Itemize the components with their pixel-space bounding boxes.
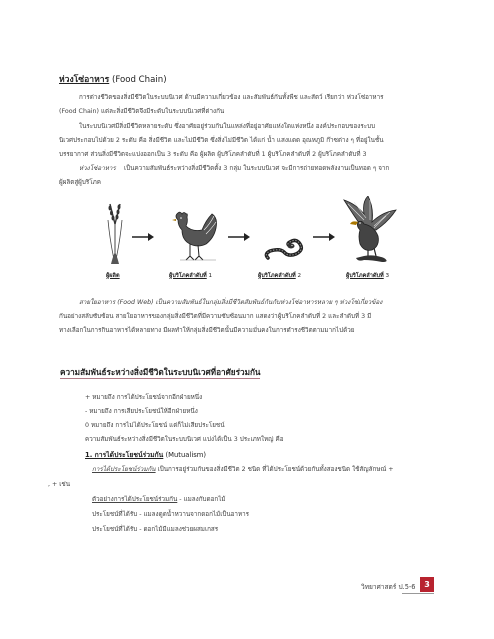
para3-line1 bbox=[79, 165, 116, 173]
mutualism-definition bbox=[92, 466, 394, 474]
example-value: - แมลงกับดอกไม้ bbox=[177, 496, 226, 503]
heading-en: (Food Chain) bbox=[109, 75, 167, 85]
mutualism-definition-cont: , + เช่น bbox=[48, 481, 71, 488]
caption-consumer-3 bbox=[346, 272, 389, 280]
mutualism-heading bbox=[85, 451, 206, 459]
arrow-right-icon bbox=[131, 232, 155, 242]
symbol-zero: 0 หมายถึง การไม่ได้ประโยชน์ แต่ก็ไม่เสียประโยชน์ bbox=[85, 422, 225, 429]
mutualism-term: การได้ประโยชน์ร่วมกัน bbox=[92, 466, 156, 473]
heading-underline bbox=[60, 378, 260, 379]
caption-consumer-2 bbox=[258, 272, 301, 280]
heading-food-chain bbox=[59, 72, 167, 86]
caption-consumer-3-label: ผู้บริโภคลำดับที่ bbox=[346, 273, 384, 279]
para3-line1-text: เป็นความสัมพันธ์ระหว่างสิ่งมีชีวิตตั้ง 3 กลุ่ม ในระบบนิเวศ จะมีการถ่ายทอดพลังงานเป็นทอด ๆ จาก bbox=[124, 165, 390, 172]
example-benefit-1: ประโยชน์ที่ได้รับ - แมลงดูดน้ำหวานจากดอกไม้เป็นอาหาร bbox=[92, 511, 250, 518]
footer-label bbox=[361, 581, 416, 592]
symbol-plus: + หมายถึง การได้ประโยชน์จากอีกฝ่ายหนึ่ง bbox=[85, 394, 203, 401]
caption-consumer-2-label: ผู้บริโภคลำดับที่ bbox=[258, 273, 296, 279]
example-label: ตัวอย่างการได้ประโยชน์ร่วมกัน bbox=[92, 496, 178, 503]
snake-icon bbox=[262, 232, 306, 262]
symbol-minus: - หมายถึง การเสียประโยชน์ให้อีกฝ่ายหนึ่ง bbox=[85, 408, 198, 415]
para4-line3: ทางเลือกในการกินอาหารได้หลายทาง มีผลทำให้กลุ่มสิ่งมีชีวิตนั้นมีความมั่นคงในการดำรงชีวิตตามมากไปด้วย bbox=[59, 327, 355, 334]
caption-consumer-1 bbox=[169, 272, 212, 280]
arrow-right-icon bbox=[312, 232, 336, 242]
para4-line1: สายใยอาหาร (Food Web) เป็นความสัมพันธ์ในกลุ่มสิ่งมีชีวิตสัมพันธ์กันกับห่วงโซ่อาหารหลาย ๆ ห่วงโซ่เกี่ยวข้อง bbox=[79, 299, 383, 306]
para2-line2: นิเวศประกอบไปด้วย 2 ระดับ คือ สิ่งมีชีวิต และไม่มีชีวิต ซึ่งสิ่งไม่มีชีวิต ได้แก่ น้ำ แสงแดด อุณหภูมิ ก๊าซต่าง ๆ ที่อยู่ในชั้น bbox=[59, 137, 384, 144]
caption-producer: ผู้ผลิต bbox=[106, 273, 120, 279]
caption-consumer-1-num: 1 bbox=[206, 273, 213, 279]
heading-relationships: ความสัมพันธ์ระหว่างสิ่งมีชีวิตในระบบนิเวศที่อาศัยร่วมกัน bbox=[60, 367, 261, 377]
para3-line2: ผู้ผลิตสู่ผู้บริโภค bbox=[59, 179, 101, 186]
para4-line2: กันอย่างสลับซับซ้อน สายใยอาหารของกลุ่มสิ่งมีชีวิตที่มีความซับซ้อนมาก แสดงว่าผู้บริโภคลำดับที่ 2 และลำดับที่ 3 มี bbox=[59, 313, 372, 320]
para1-line2: (Food Chain) แต่ละสิ่งมีชีวิตจึงมีระดับในระบบนิเวศที่ต่างกัน bbox=[59, 108, 225, 115]
para3-line1-rest bbox=[124, 165, 389, 173]
para2-line1: ในระบบนิเวศมีสิ่งมีชีวิตหลายระดับ ซึ่งอาศัยอยู่ร่วมกันในแหล่งที่อยู่อาศัยแห่งใดแห่งหนึ่ง องค์ประกอบของระบบ bbox=[79, 123, 376, 130]
mutualism-rest: เป็นการอยู่ร่วมกันของสิ่งมีชีวิต 2 ชนิด ที่ได้ประโยชน์ด้วยกันทั้งสองชนิด ใช้สัญลักษณ์ + bbox=[155, 466, 394, 473]
para2-line3: บรรยากาศ ส่วนสิ่งมีชีวิตจะแบ่งออกเป็น 3 ระดับ คือ ผู้ผลิต ผู้บริโภคลำดับที่ 1 ผู้บริโภคลำดับที่ 2 ผู้บริโภคลำดับที่ 3 bbox=[59, 151, 367, 158]
page-number: 3 bbox=[420, 577, 434, 592]
para3-term: ห่วงโซ่อาหาร bbox=[79, 165, 116, 172]
footer-divider bbox=[402, 593, 434, 594]
para1-line1: การต่างชีวิตของสิ่งมีชีวิตในระบบนิเวศ ด้านมีความเกี่ยวข้อง และสัมพันธ์กันทั้งพืช และสัตว์ เรียกว่า ห่วงโซ่อาหาร bbox=[79, 94, 384, 101]
arrow-right-icon bbox=[227, 232, 251, 242]
rice-plant-icon bbox=[104, 202, 126, 264]
heading-thai: ห่วงโซ่อาหาร bbox=[59, 75, 110, 85]
caption-consumer-3-num: 3 bbox=[383, 273, 390, 279]
relation-intro: ความสัมพันธ์ระหว่างสิ่งมีชีวิตในระบบนิเวศ แบ่งได้เป็น 3 ประเภทใหญ่ คือ bbox=[85, 436, 284, 443]
example-benefit-2: ประโยชน์ที่ได้รับ - ดอกไม้มีแมลงช่วยผสมเกสร bbox=[92, 526, 219, 533]
mutualism-heading-thai: 1. การได้ประโยชน์ร่วมกัน bbox=[85, 451, 164, 459]
eagle-icon bbox=[334, 196, 402, 264]
caption-consumer-1-label: ผู้บริโภคลำดับที่ bbox=[169, 273, 207, 279]
caption-consumer-2-num: 2 bbox=[295, 273, 302, 279]
example-line bbox=[92, 496, 226, 504]
footer-label-text: วิทยาศาสตร์ ป.5-6 bbox=[361, 583, 416, 591]
mutualism-heading-en: (Mutualism) bbox=[163, 451, 207, 459]
rooster-icon bbox=[172, 210, 220, 262]
